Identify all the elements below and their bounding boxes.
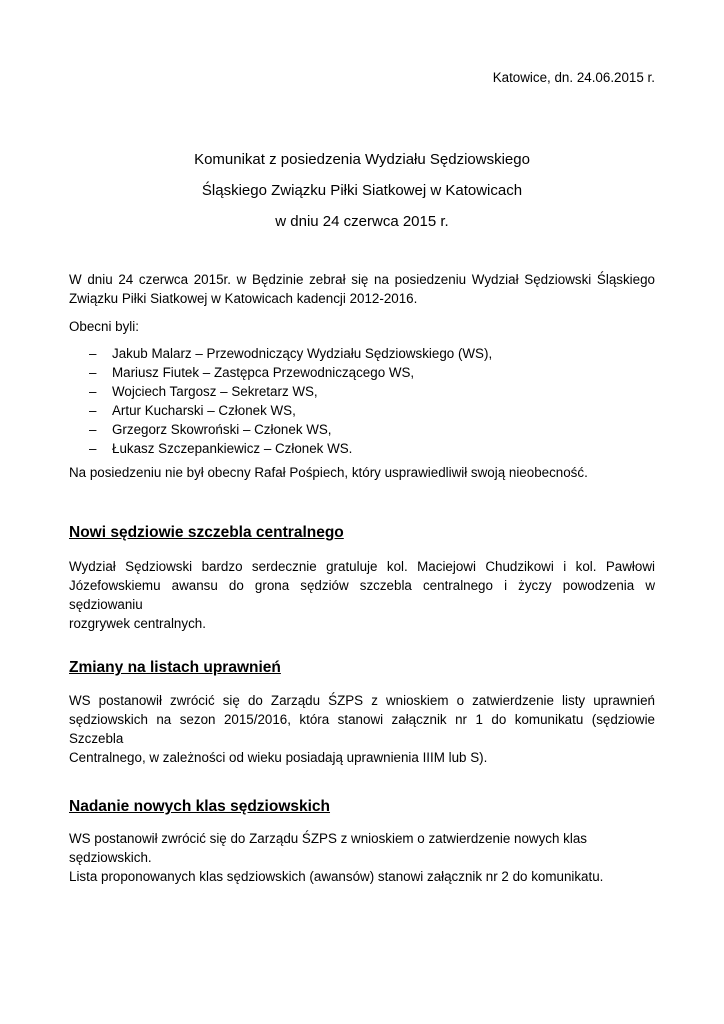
dash-bullet: –	[89, 365, 97, 380]
section-heading-permissions: Zmiany na listach uprawnień	[69, 659, 281, 676]
list-item	[69, 439, 655, 458]
document-title	[69, 150, 655, 243]
section2-line-3: Centralnego, w zależności od wieku posiadają uprawnienia IIIM lub S).	[69, 750, 488, 765]
section1-line-3: rozgrywek centralnych.	[69, 616, 206, 631]
section-heading-new-classes: Nadanie nowych klas sędziowskich	[69, 798, 331, 815]
member-name: Mariusz Fiutek – Zastępca Przewodniczącego WS,	[112, 365, 415, 380]
member-name: Wojciech Targosz – Sekretarz WS,	[112, 384, 318, 399]
member-name: Łukasz Szczepankiewicz – Członek WS.	[112, 441, 353, 456]
section1-line-2: Józefowskiemu awansu do grona sędziów szczebla centralnego i życzy powodzenia w sędziowaniu	[69, 578, 655, 612]
list-item	[69, 363, 655, 382]
dash-bullet: –	[89, 441, 97, 456]
absent-note: Na posiedzeniu nie był obecny Rafał Pośpiech, który usprawiedliwił swoją nieobecność.	[69, 465, 588, 480]
list-item	[69, 401, 655, 420]
intro-line-1: W dniu 24 czerwca 2015r. w Będzinie zebrał się na posiedzeniu Wydział Sędziowski Śląskiego	[69, 272, 655, 287]
dash-bullet: –	[89, 346, 97, 361]
members-list	[69, 344, 655, 458]
section-body-new-referees	[69, 557, 655, 633]
title-line-1: Komunikat z posiedzenia Wydziału Sędziowskiego	[194, 151, 530, 168]
member-name: Grzegorz Skowroński – Członek WS,	[112, 422, 332, 437]
section2-line-1: WS postanowił zwrócić się do Zarządu ŚZPS z wnioskiem o zatwierdzenie listy uprawnień	[69, 693, 655, 708]
section2-line-2: sędziowskich na sezon 2015/2016, która stanowi załącznik nr 1 do komunikatu (sędziowie Szczebla	[69, 712, 655, 746]
title-line-2: Śląskiego Związku Piłki Siatkowej w Katowicach	[201, 182, 523, 199]
date-line: Katowice, dn. 24.06.2015 r.	[492, 70, 655, 85]
list-item	[69, 382, 655, 401]
dash-bullet: –	[89, 384, 97, 399]
intro-line-2: Związku Piłki Siatkowej w Katowicach kadencji 2012-2016.	[69, 291, 418, 306]
section1-line-1: Wydział Sędziowski bardzo serdecznie gratuluje kol. Maciejowi Chudzikowi i kol. Pawłowi	[69, 559, 655, 574]
section3-line-2: Lista proponowanych klas sędziowskich (awansów) stanowi załącznik nr 2 do komunikatu.	[69, 869, 604, 884]
list-item	[69, 344, 655, 363]
title-line-3: w dniu 24 czerwca 2015 r.	[275, 213, 449, 230]
member-name: Jakub Malarz – Przewodniczący Wydziału Sędziowskiego (WS),	[112, 346, 493, 361]
section-heading-new-referees: Nowi sędziowie szczebla centralnego	[69, 524, 344, 541]
list-item	[69, 420, 655, 439]
section3-line-1: WS postanowił zwrócić się do Zarządu ŚZPS z wnioskiem o zatwierdzenie nowych klas sędziowskich.	[69, 831, 587, 865]
intro-paragraph	[69, 270, 655, 308]
section-body-new-classes	[69, 829, 655, 886]
dash-bullet: –	[89, 403, 97, 418]
present-label: Obecni byli:	[69, 319, 139, 334]
member-name: Artur Kucharski – Członek WS,	[112, 403, 296, 418]
section-body-permissions	[69, 691, 655, 767]
dash-bullet: –	[89, 422, 97, 437]
